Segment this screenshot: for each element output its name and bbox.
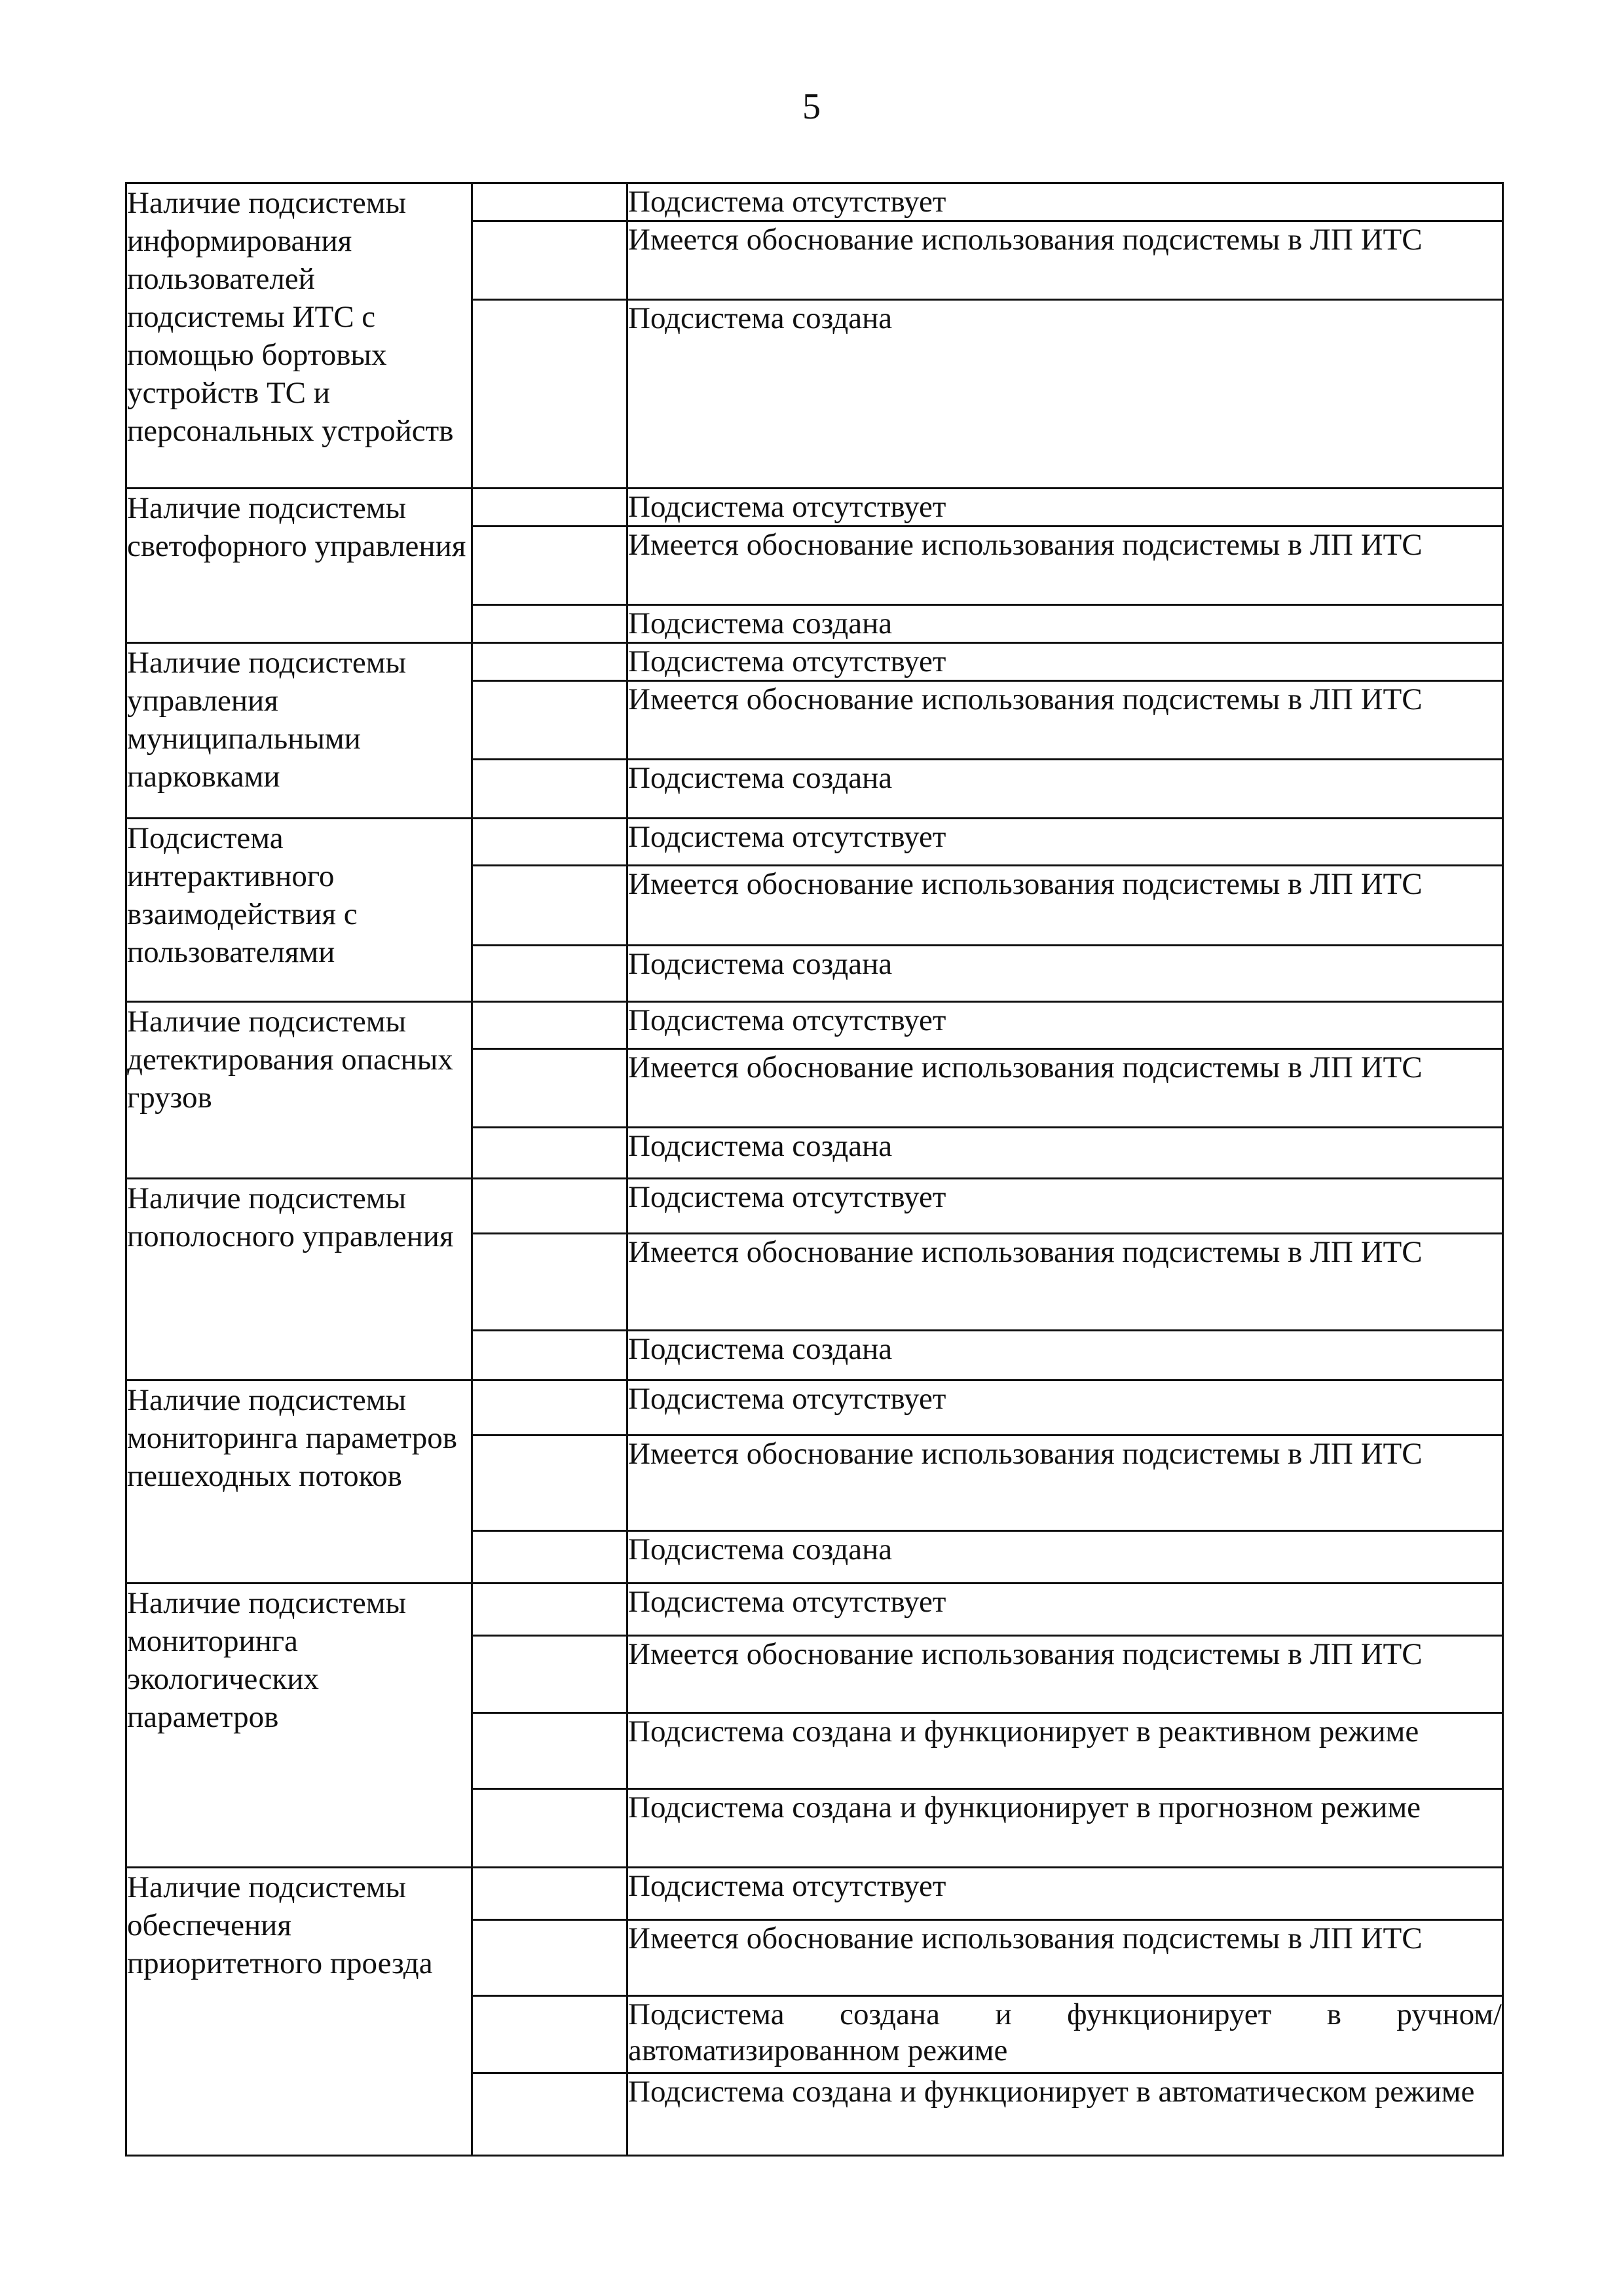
mark-cell[interactable] [472, 1234, 627, 1331]
mark-cell[interactable] [472, 300, 627, 489]
mark-cell[interactable] [472, 1380, 627, 1435]
mark-cell[interactable] [472, 946, 627, 1002]
mark-cell[interactable] [472, 221, 627, 300]
option-cell: Имеется обоснование использования подсистемы в ЛП ИТС [627, 1049, 1503, 1128]
mark-cell[interactable] [472, 1789, 627, 1868]
option-cell: Подсистема отсутствует [627, 489, 1503, 527]
mark-cell[interactable] [472, 1583, 627, 1636]
category-cell: Наличие подсистемы детектирования опасных грузов [126, 1002, 472, 1179]
mark-cell[interactable] [472, 1128, 627, 1179]
mark-cell[interactable] [472, 1713, 627, 1789]
option-cell: Подсистема создана [627, 760, 1503, 819]
category-cell: Подсистема интерактивного взаимодействия с пользователями [126, 819, 472, 1002]
option-cell: Подсистема создана и функционирует в прогнозном режиме [627, 1789, 1503, 1868]
subsystem-table [125, 182, 1504, 2157]
option-cell: Имеется обоснование использования подсистемы в ЛП ИТС [627, 866, 1503, 946]
mark-cell[interactable] [472, 183, 627, 221]
mark-cell[interactable] [472, 1331, 627, 1380]
mark-cell[interactable] [472, 1049, 627, 1128]
page-number: 5 [802, 86, 821, 127]
option-cell: Подсистема создана [627, 946, 1503, 1002]
option-cell: Подсистема создана [627, 1531, 1503, 1583]
mark-cell[interactable] [472, 643, 627, 681]
option-cell: Подсистема отсутствует [627, 1583, 1503, 1636]
table-row [126, 643, 1503, 681]
mark-cell[interactable] [472, 1636, 627, 1713]
mark-cell[interactable] [472, 1868, 627, 1920]
table-row [126, 1868, 1503, 1920]
mark-cell[interactable] [472, 1002, 627, 1049]
table-row [126, 489, 1503, 527]
option-cell: Подсистема отсутствует [627, 1868, 1503, 1920]
mark-cell[interactable] [472, 1435, 627, 1531]
mark-cell[interactable] [472, 681, 627, 760]
option-cell: Имеется обоснование использования подсистемы в ЛП ИТС [627, 527, 1503, 605]
option-cell: Имеется обоснование использования подсистемы в ЛП ИТС [627, 1234, 1503, 1331]
option-cell: Подсистема создана [627, 605, 1503, 643]
mark-cell[interactable] [472, 866, 627, 946]
option-cell: Подсистема отсутствует [627, 1002, 1503, 1049]
table-row [126, 183, 1503, 221]
mark-cell[interactable] [472, 1531, 627, 1583]
category-cell: Наличие подсистемы мониторинга параметров пешеходных потоков [126, 1380, 472, 1583]
table-row [126, 1583, 1503, 1636]
mark-cell[interactable] [472, 819, 627, 866]
mark-cell[interactable] [472, 527, 627, 605]
category-cell: Наличие подсистемы светофорного управления [126, 489, 472, 643]
table-row [126, 1380, 1503, 1435]
category-cell: Наличие подсистемы обеспечения приоритетного проезда [126, 1868, 472, 2156]
mark-cell[interactable] [472, 1996, 627, 2073]
option-cell: Имеется обоснование использования подсистемы в ЛП ИТС [627, 1920, 1503, 1996]
mark-cell[interactable] [472, 2073, 627, 2156]
option-cell: Имеется обоснование использования подсистемы в ЛП ИТС [627, 1636, 1503, 1713]
category-cell: Наличие подсистемы пополосного управления [126, 1179, 472, 1380]
option-cell: Подсистема создана [627, 1128, 1503, 1179]
mark-cell[interactable] [472, 1920, 627, 1996]
mark-cell[interactable] [472, 1179, 627, 1234]
table-row [126, 1002, 1503, 1049]
option-cell: Подсистема отсутствует [627, 1179, 1503, 1234]
option-cell: Подсистема создана [627, 1331, 1503, 1380]
option-cell: Подсистема создана и функционирует в автоматическом режиме [627, 2073, 1503, 2156]
option-cell: Подсистема отсутствует [627, 819, 1503, 866]
option-cell: Имеется обоснование использования подсистемы в ЛП ИТС [627, 221, 1503, 300]
category-cell: Наличие подсистемы информирования пользователей подсистемы ИТС с помощью бортовых устройств ТС и персональных устройств [126, 183, 472, 489]
option-cell: Подсистема отсутствует [627, 643, 1503, 681]
mark-cell[interactable] [472, 760, 627, 819]
option-cell: Имеется обоснование использования подсистемы в ЛП ИТС [627, 681, 1503, 760]
table-row [126, 1179, 1503, 1234]
option-cell: Подсистема создана [627, 300, 1503, 489]
option-cell: Имеется обоснование использования подсистемы в ЛП ИТС [627, 1435, 1503, 1531]
option-cell: Подсистема отсутствует [627, 183, 1503, 221]
category-cell: Наличие подсистемы мониторинга экологических параметров [126, 1583, 472, 1868]
category-cell: Наличие подсистемы управления муниципальными парковками [126, 643, 472, 819]
mark-cell[interactable] [472, 489, 627, 527]
mark-cell[interactable] [472, 605, 627, 643]
table-row [126, 819, 1503, 866]
option-cell: Подсистема отсутствует [627, 1380, 1503, 1435]
option-cell: Подсистема создана и функционирует в реактивном режиме [627, 1713, 1503, 1789]
option-cell: Подсистема создана и функционирует в ручном/автоматизированном режиме [627, 1996, 1503, 2073]
